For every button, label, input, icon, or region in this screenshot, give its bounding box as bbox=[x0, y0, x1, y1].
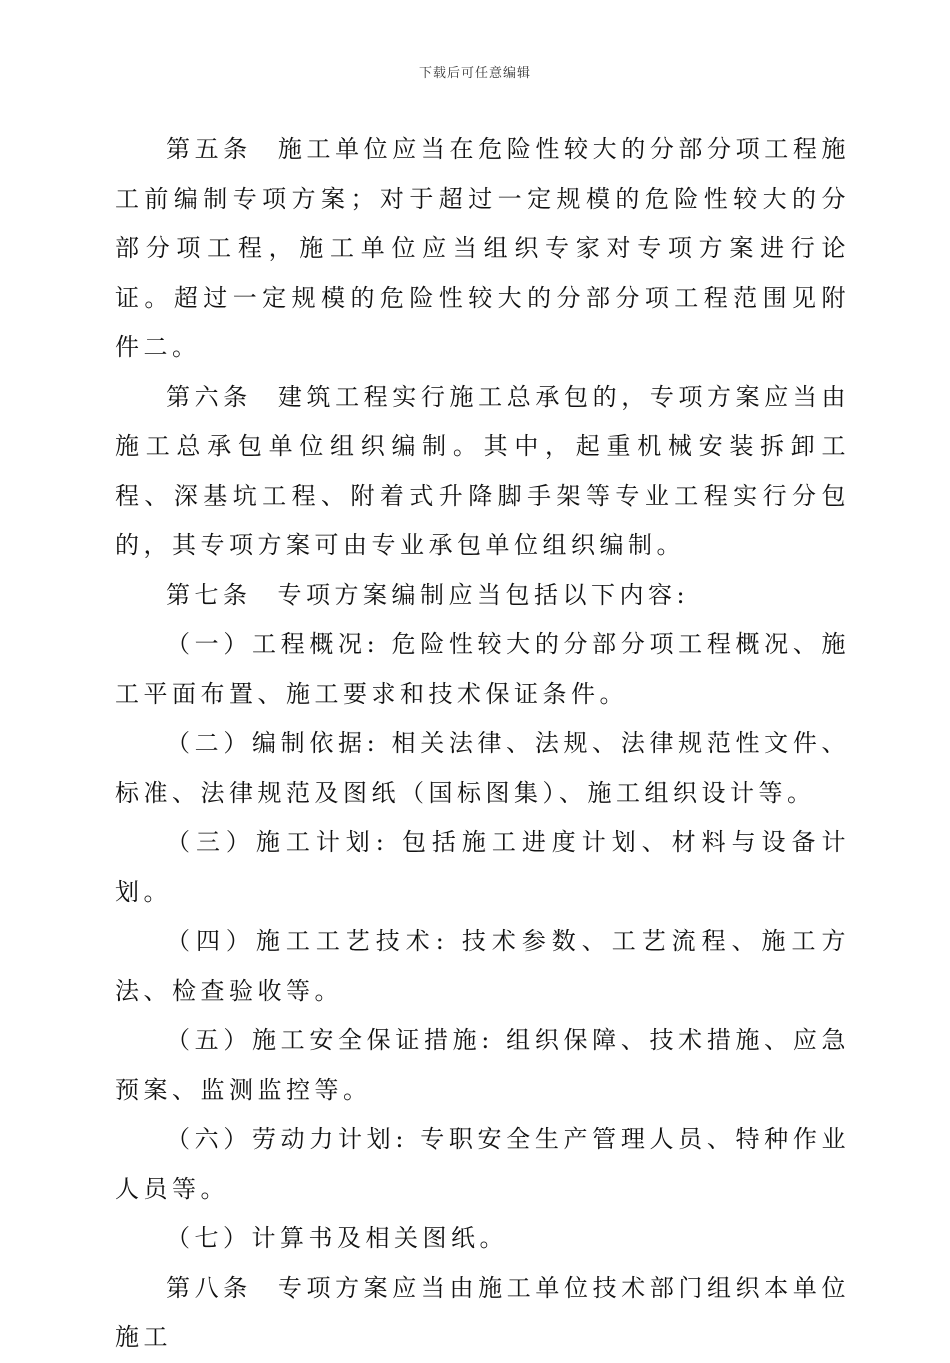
article-number: 第八条 bbox=[166, 1273, 252, 1302]
list-item-text: （四）施工工艺技术: 技术参数、工艺流程、施工方法、检查验收等。 bbox=[115, 927, 850, 1005]
list-item-1 bbox=[115, 620, 850, 719]
article-text: 专项方案编制应当包括以下内容: bbox=[277, 580, 690, 609]
list-item-text: （七）计算书及相关图纸。 bbox=[166, 1224, 508, 1252]
article-number: 第六条 bbox=[166, 382, 252, 411]
list-item-text: （三）施工计划: 包括施工进度计划、材料与设备计划。 bbox=[115, 828, 850, 906]
article-6-paragraph bbox=[115, 373, 850, 571]
page-header: 下载后可任意编辑 bbox=[418, 66, 531, 81]
article-number: 第七条 bbox=[166, 580, 252, 609]
article-8-paragraph bbox=[115, 1264, 850, 1363]
article-text: 建筑工程实行施工总承包的，专项方案应当由施工总承包单位组织编制。其中，起重机械安装拆卸工程、深基坑工程、附着式升降脚手架等专业工程实行分包的，其专项方案可由专业承包单位组织编制。 bbox=[115, 382, 851, 559]
list-item-6 bbox=[115, 1115, 850, 1214]
article-text: 专项方案应当由施工单位技术部门组织本单位施工 bbox=[115, 1273, 851, 1351]
list-item-2 bbox=[115, 719, 850, 818]
article-text: 施工单位应当在危险性较大的分部分项工程施工前编制专项方案；对于超过一定规模的危险性较大的分部分项工程，施工单位应当组织专家对专项方案进行论证。超过一定规模的危险性较大的分部分项工程范围见附件二。 bbox=[115, 135, 851, 361]
list-item-5 bbox=[115, 1016, 850, 1115]
article-number: 第五条 bbox=[166, 135, 252, 163]
document-body bbox=[115, 125, 850, 1363]
list-item-7 bbox=[115, 1214, 850, 1264]
list-item-4 bbox=[115, 917, 850, 1016]
list-item-text: （二）编制依据: 相关法律、法规、法律规范性文件、标准、法律规范及图纸（国标图集）、施工组织设计等。 bbox=[115, 729, 850, 807]
list-item-text: （五）施工安全保证措施: 组织保障、技术措施、应急预案、监测监控等。 bbox=[115, 1026, 850, 1104]
list-item-text: （一）工程概况: 危险性较大的分部分项工程概况、施工平面布置、施工要求和技术保证条件。 bbox=[115, 630, 850, 708]
list-item-3 bbox=[115, 818, 850, 917]
list-item-text: （六）劳动力计划: 专职安全生产管理人员、特种作业人员等。 bbox=[115, 1125, 850, 1203]
article-7-paragraph bbox=[115, 571, 850, 621]
article-5-paragraph bbox=[115, 125, 850, 373]
